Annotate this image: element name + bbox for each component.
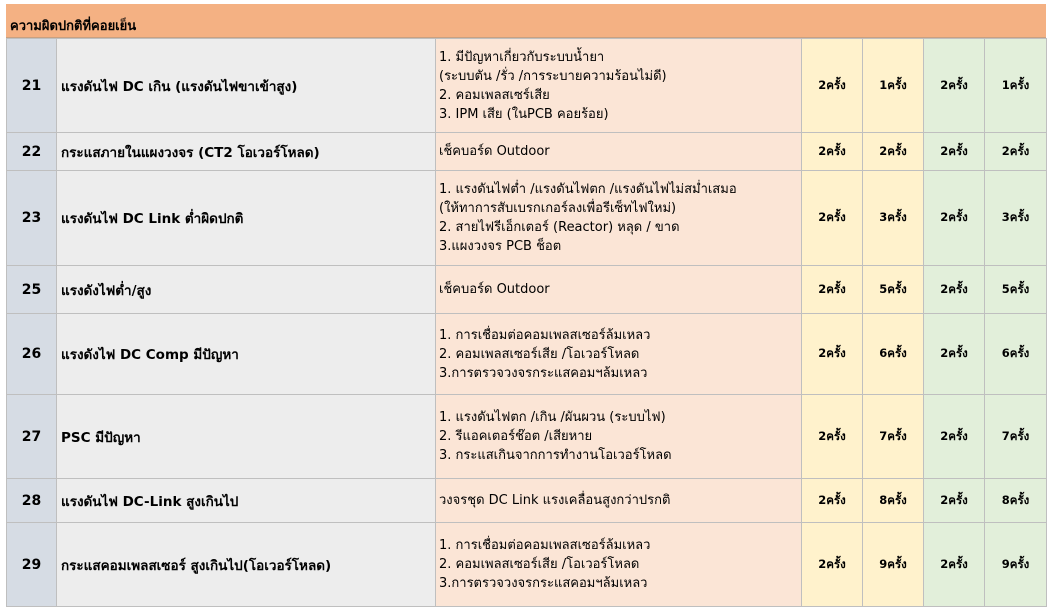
fault-description: แรงดันไฟ DC Link ต่ำผิดปกติ <box>57 171 436 266</box>
blink-count-c4: 9ครั้ง <box>985 523 1047 607</box>
blink-count-c1: 2ครั้ง <box>802 314 863 395</box>
blink-count-c1: 2ครั้ง <box>802 479 863 523</box>
blink-count-c3: 2ครั้ง <box>924 133 985 171</box>
blink-count-c2: 1ครั้ง <box>863 39 924 133</box>
cause-line: เช็คบอร์ด Outdoor <box>439 282 550 297</box>
cause-cell <box>436 266 802 314</box>
blink-count-c3: 2ครั้ง <box>924 266 985 314</box>
cause-line: 1. การเชื่อมต่อคอมเพลสเซอร์ล้มเหลว <box>439 538 651 553</box>
cause-line: 3.การตรวจวงจรกระแสคอมฯล้มเหลว <box>439 576 648 591</box>
blink-count-c4: 6ครั้ง <box>985 314 1047 395</box>
error-number: 22 <box>7 133 57 171</box>
table-row <box>7 39 1047 133</box>
cause-line: 2. คอมเพลสเซร์เสีย <box>439 87 550 103</box>
cause-cell <box>436 171 802 266</box>
blink-count-c1: 2ครั้ง <box>802 171 863 266</box>
blink-count-c4: 1ครั้ง <box>985 39 1047 133</box>
cause-cell <box>436 395 802 479</box>
table-row <box>7 523 1047 607</box>
blink-count-c4: 2ครั้ง <box>985 133 1047 171</box>
fault-description: แรงดังไฟ DC Comp มีปัญหา <box>57 314 436 395</box>
cause-line: 1. แรงดันไฟต่ำ /แรงดันไฟตก /แรงดันไฟไม่สม่ำเสมอ <box>439 182 737 197</box>
error-number: 21 <box>7 39 57 133</box>
blink-count-c1: 2ครั้ง <box>802 523 863 607</box>
cause-line: 3. IPM เสีย (ในPCB คอยร้อย) <box>439 106 609 122</box>
cause-line: 2. คอมเพลสเซอร์เสีย /โอเวอร์โหลด <box>439 557 640 572</box>
section-title: ความผิดปกติที่คอยเย็น <box>10 19 137 34</box>
table-row <box>7 266 1047 314</box>
fault-description: แรงดังไฟต่ำ/สูง <box>57 266 436 314</box>
cause-line: (ระบบตัน /รั่ว /การระบายความร้อนไม่ดี) <box>439 68 667 84</box>
table-row <box>7 171 1047 266</box>
section-header <box>6 4 1046 38</box>
fault-description: แรงดันไฟ DC-Link สูงเกินไป <box>57 479 436 523</box>
error-number: 27 <box>7 395 57 479</box>
cause-cell <box>436 314 802 395</box>
fault-description: กระแสภายในแผงวงจร (CT2 โอเวอร์โหลด) <box>57 133 436 171</box>
cause-cell <box>436 479 802 523</box>
blink-count-c3: 2ครั้ง <box>924 39 985 133</box>
fault-description: PSC มีปัญหา <box>57 395 436 479</box>
cause-line: (ให้ทาการสับเบรกเกอร์ลงเพื่อรีเซ็ทไฟใหม่) <box>439 201 677 216</box>
error-number: 28 <box>7 479 57 523</box>
blink-count-c2: 3ครั้ง <box>863 171 924 266</box>
blink-count-c2: 5ครั้ง <box>863 266 924 314</box>
blink-count-c1: 2ครั้ง <box>802 266 863 314</box>
blink-count-c3: 2ครั้ง <box>924 395 985 479</box>
cause-cell <box>436 39 802 133</box>
error-number: 25 <box>7 266 57 314</box>
cause-cell <box>436 133 802 171</box>
cause-cell <box>436 523 802 607</box>
table-row <box>7 479 1047 523</box>
cause-line: 2. คอมเพลสเซอร์เสีย /โอเวอร์โหลด <box>439 346 640 362</box>
error-number: 29 <box>7 523 57 607</box>
table-row <box>7 133 1047 171</box>
cause-line: 3.การตรวจวงจรกระแสคอมฯล้มเหลว <box>439 365 648 381</box>
error-table <box>6 38 1047 607</box>
cause-line: 1. แรงดันไฟตก /เกิน /ผันผวน (ระบบไฟ) <box>439 410 666 425</box>
blink-count-c3: 2ครั้ง <box>924 314 985 395</box>
blink-count-c3: 2ครั้ง <box>924 523 985 607</box>
blink-count-c4: 5ครั้ง <box>985 266 1047 314</box>
blink-count-c3: 2ครั้ง <box>924 479 985 523</box>
blink-count-c4: 7ครั้ง <box>985 395 1047 479</box>
error-number: 23 <box>7 171 57 266</box>
cause-line: 3. กระแสเกินจากการทำงานโอเวอร์โหลด <box>439 448 672 463</box>
blink-count-c4: 3ครั้ง <box>985 171 1047 266</box>
cause-line: 1. มีปัญหาเกี่ยวกับระบบน้ำยา <box>439 49 605 65</box>
blink-count-c1: 2ครั้ง <box>802 395 863 479</box>
cause-line: 2. รีแอคเตอร์ช๊อต /เสียหาย <box>439 429 593 444</box>
fault-description: แรงดันไฟ DC เกิน (แรงดันไฟขาเข้าสูง) <box>57 39 436 133</box>
blink-count-c2: 9ครั้ง <box>863 523 924 607</box>
blink-count-c2: 2ครั้ง <box>863 133 924 171</box>
error-number: 26 <box>7 314 57 395</box>
fault-description: กระแสคอมเพลสเซอร์ สูงเกินไป(โอเวอร์โหลด) <box>57 523 436 607</box>
table-row <box>7 314 1047 395</box>
cause-line: 3.แผงวงจร PCB ช็อต <box>439 239 562 254</box>
blink-count-c1: 2ครั้ง <box>802 133 863 171</box>
blink-count-c2: 7ครั้ง <box>863 395 924 479</box>
blink-count-c3: 2ครั้ง <box>924 171 985 266</box>
table-row <box>7 395 1047 479</box>
cause-line: เช็คบอร์ด Outdoor <box>439 144 550 159</box>
cause-line: วงจรชุด DC Link แรงเคลื่อนสูงกว่าปรกติ <box>439 493 671 508</box>
blink-count-c4: 8ครั้ง <box>985 479 1047 523</box>
blink-count-c2: 6ครั้ง <box>863 314 924 395</box>
cause-line: 1. การเชื่อมต่อคอมเพลสเซอร์ล้มเหลว <box>439 327 651 343</box>
blink-count-c2: 8ครั้ง <box>863 479 924 523</box>
cause-line: 2. สายไฟรีเอ็กเตอร์ (Reactor) หลุด / ขาด <box>439 220 680 235</box>
blink-count-c1: 2ครั้ง <box>802 39 863 133</box>
